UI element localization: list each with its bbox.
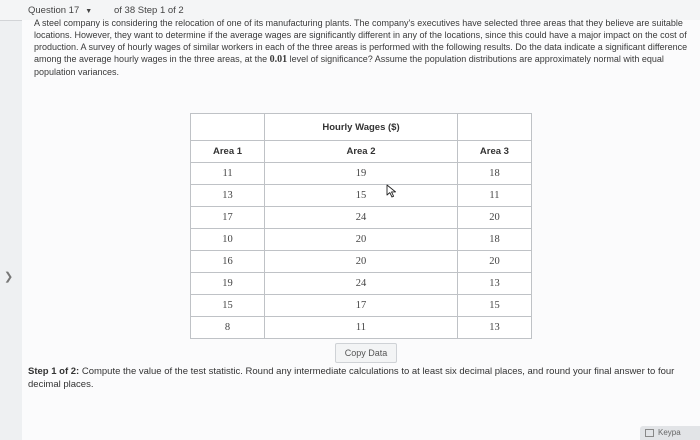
table-row	[191, 251, 532, 273]
column-header-area-2: Area 2	[265, 141, 458, 163]
table-cell: 11	[265, 317, 458, 339]
table-row	[191, 317, 532, 339]
table-cell: 13	[457, 317, 531, 339]
table-row	[191, 295, 532, 317]
chevron-left-icon[interactable]: ❯	[4, 271, 14, 283]
copy-data-button[interactable]: Copy Data	[335, 343, 397, 363]
keypad-icon	[645, 429, 654, 437]
column-header-area-3: Area 3	[457, 141, 531, 163]
significance-level: 0.01	[269, 54, 288, 66]
table-cell: 20	[457, 251, 531, 273]
table-cell: 17	[265, 295, 458, 317]
question-selector[interactable]	[28, 5, 92, 16]
table-cell: 15	[457, 295, 531, 317]
table-cell: 11	[457, 185, 531, 207]
table-cell: 20	[265, 229, 458, 251]
keypad-button[interactable]	[640, 426, 700, 440]
table-row	[191, 273, 532, 295]
question-label: Question 17	[28, 5, 80, 16]
table-cell: 24	[265, 273, 458, 295]
table-cell: 13	[191, 185, 265, 207]
table-row	[191, 207, 532, 229]
table-cell: 11	[191, 163, 265, 185]
table-row	[191, 229, 532, 251]
step-progress-text: of 38 Step 1 of 2	[114, 5, 184, 16]
table-cell: 18	[457, 163, 531, 185]
table-cell: 24	[265, 207, 458, 229]
table-row	[191, 163, 532, 185]
table-cell: 17	[191, 207, 265, 229]
problem-text-after: level of significance? Assume the population distributions are approximately normal with equal population variances.	[34, 54, 664, 78]
table-cell: 19	[265, 163, 458, 185]
step-text: Compute the value of the test statistic. Round any intermediate calculations to at least six decimal places, and round your final answer to four decimal places.	[28, 366, 675, 390]
table-group-header: Hourly Wages ($)	[265, 114, 458, 141]
table-cell: 20	[457, 207, 531, 229]
keypad-label: Keypa	[658, 428, 681, 437]
table-cell: 16	[191, 251, 265, 273]
step-label: Step 1 of 2:	[28, 366, 80, 377]
column-header-area-1: Area 1	[191, 141, 265, 163]
problem-text-before: A steel company is considering the relocation of one of its manufacturing plants. The company's executives have selected three areas that they believe are suitable locations. However, they want to determine if the average wages are significantly different in any of the locations, since this could have a major impact on the cost of production. A survey of hourly wages of similar workers in each of the three areas is performed with the following results. Do the data indicate a significant difference among the average hourly wages in the three areas, at the	[34, 18, 688, 65]
table-cell: 20	[265, 251, 458, 273]
table-cell: 13	[457, 273, 531, 295]
mouse-cursor-icon	[386, 184, 398, 198]
table-cell: 19	[191, 273, 265, 295]
table-cell: 8	[191, 317, 265, 339]
table-cell: 15	[265, 185, 458, 207]
step-instruction	[28, 366, 688, 391]
table-cell: 18	[457, 229, 531, 251]
table-row	[191, 185, 532, 207]
table-cell: 10	[191, 229, 265, 251]
table-cell: 15	[191, 295, 265, 317]
caret-down-icon: ▼	[85, 8, 93, 15]
hourly-wages-table	[190, 113, 532, 339]
problem-statement	[34, 17, 694, 78]
